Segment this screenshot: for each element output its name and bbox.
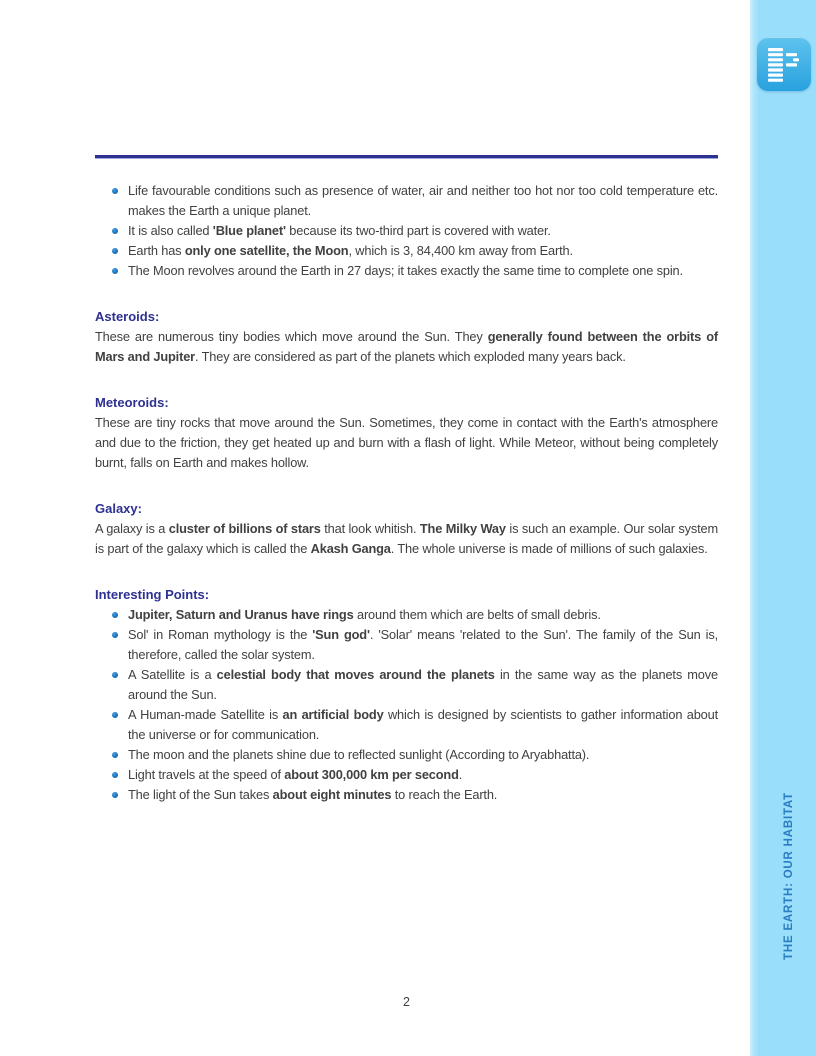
chapter-vertical-title: THE EARTH: OUR HABITAT <box>783 792 795 960</box>
bullet-text <box>128 787 497 802</box>
text-run: . The whole universe is made of millions of such galaxies. <box>390 541 708 556</box>
section-paragraph <box>95 413 718 473</box>
text-run: . <box>458 767 463 782</box>
section-paragraph <box>95 519 718 559</box>
text-run: which is designed by scientists to gather information about the universe or for communication. <box>128 707 719 742</box>
top-divider <box>95 155 718 158</box>
text-run: The moon and the planets shine due to reflected sunlight (According to Aryabhatta). <box>128 747 590 762</box>
bullet-item <box>95 785 718 805</box>
bullet-icon <box>112 268 118 274</box>
text-run: , which is 3, 84,400 km away from Earth. <box>348 243 573 258</box>
interesting-bullet-list <box>95 605 718 805</box>
text-run-bold: 'Blue planet' <box>212 223 286 238</box>
striped-p-publisher-logo-icon <box>757 37 811 91</box>
section-heading: Galaxy: <box>95 501 142 516</box>
bullet-icon <box>112 228 118 234</box>
content-area <box>95 155 718 805</box>
text-run: is such an example. Our solar system is part of the galaxy which is called the <box>95 521 718 556</box>
bullet-text <box>128 223 551 238</box>
bullet-item <box>95 625 718 665</box>
text-run: A Human-made Satellite is <box>128 707 283 722</box>
text-run: Sol' in Roman mythology is the <box>128 627 313 642</box>
right-sidebar <box>750 0 816 1056</box>
bullet-icon <box>112 772 118 778</box>
section-meteoroids <box>95 393 718 473</box>
bullet-item <box>95 705 718 745</box>
bullet-text <box>128 243 573 258</box>
text-run-bold: only one satellite, the Moon <box>184 243 349 258</box>
bullet-text <box>128 667 718 702</box>
bullet-item <box>95 181 718 221</box>
text-run: in the same way as the planets move around the Sun. <box>128 667 718 702</box>
text-run-bold: Jupiter, Saturn and Uranus have rings <box>128 607 354 622</box>
bullet-text <box>128 747 589 762</box>
bullet-item <box>95 221 718 241</box>
section-heading: Asteroids: <box>95 309 160 324</box>
text-run: because its two-third part is covered with water. <box>285 223 551 238</box>
section-interesting-points <box>95 585 718 805</box>
bullet-text <box>128 707 718 742</box>
text-run: . They are considered as part of the planets which exploded many years back. <box>195 349 626 364</box>
section-galaxy <box>95 499 718 559</box>
text-run-bold: The Milky Way <box>419 521 506 536</box>
bullet-text <box>128 627 718 662</box>
text-run: that look whitish. <box>320 521 420 536</box>
text-run-bold: about eight minutes <box>272 787 392 802</box>
page-number: 2 <box>403 995 410 1009</box>
bullet-item <box>95 665 718 705</box>
text-run-bold: generally found between the orbits of Mars and Jupiter <box>95 329 718 364</box>
text-run-bold: about 300,000 km per second <box>284 767 459 782</box>
text-run-bold: 'Sun god' <box>312 627 370 642</box>
bullet-icon <box>112 712 118 718</box>
text-run-bold: an artificial body <box>282 707 384 722</box>
bullet-item <box>95 745 718 765</box>
bullet-text <box>128 607 601 622</box>
section-heading: Meteoroids: <box>95 395 169 410</box>
section-paragraph <box>95 327 718 367</box>
bullet-text <box>128 767 462 782</box>
text-run: These are numerous tiny bodies which move around the Sun. They <box>95 329 488 344</box>
text-run: . 'Solar' means 'related to the Sun'. The family of the Sun is, therefore, called the solar system. <box>128 627 718 662</box>
bullet-item <box>95 765 718 785</box>
bullet-icon <box>112 612 118 618</box>
text-run: around them which are belts of small debris. <box>353 607 601 622</box>
section-asteroids <box>95 307 718 367</box>
text-run: Light travels at the speed of <box>128 767 285 782</box>
text-run: The Moon revolves around the Earth in 27 days; it takes exactly the same time to complete one spin. <box>128 263 683 278</box>
bullet-icon <box>112 752 118 758</box>
striped-p-glyph <box>757 37 811 91</box>
text-run: These are tiny rocks that move around the Sun. Sometimes, they come in contact with the Earth's atmosphere and due to the friction, they get heated up and burn with a flash of light. While Meteor, without being completely burnt, falls on Earth and makes hollow. <box>95 415 718 470</box>
text-run-bold: Akash Ganga <box>310 541 391 556</box>
text-run-bold: celestial body that moves around the planets <box>216 667 495 682</box>
bullet-text <box>128 183 718 218</box>
text-run: It is also called <box>128 223 213 238</box>
bullet-icon <box>112 672 118 678</box>
bullet-icon <box>112 248 118 254</box>
intro-bullet-list <box>95 181 718 281</box>
bullet-item <box>95 261 718 281</box>
text-run: to reach the Earth. <box>391 787 498 802</box>
bullet-text <box>128 263 683 278</box>
bullet-item <box>95 241 718 261</box>
bullet-icon <box>112 632 118 638</box>
bullet-icon <box>112 792 118 798</box>
section-heading: Interesting Points: <box>95 587 210 602</box>
text-run: Earth has <box>128 243 185 258</box>
text-run: The light of the Sun takes <box>128 787 273 802</box>
bullet-icon <box>112 188 118 194</box>
text-run-bold: cluster of billions of stars <box>168 521 321 536</box>
text-run: A galaxy is a <box>95 521 169 536</box>
text-run: A Satellite is a <box>128 667 217 682</box>
bullet-item <box>95 605 718 625</box>
text-run: Life favourable conditions such as presence of water, air and neither too hot nor too cold temperature etc. makes the Earth a unique planet. <box>128 183 718 218</box>
